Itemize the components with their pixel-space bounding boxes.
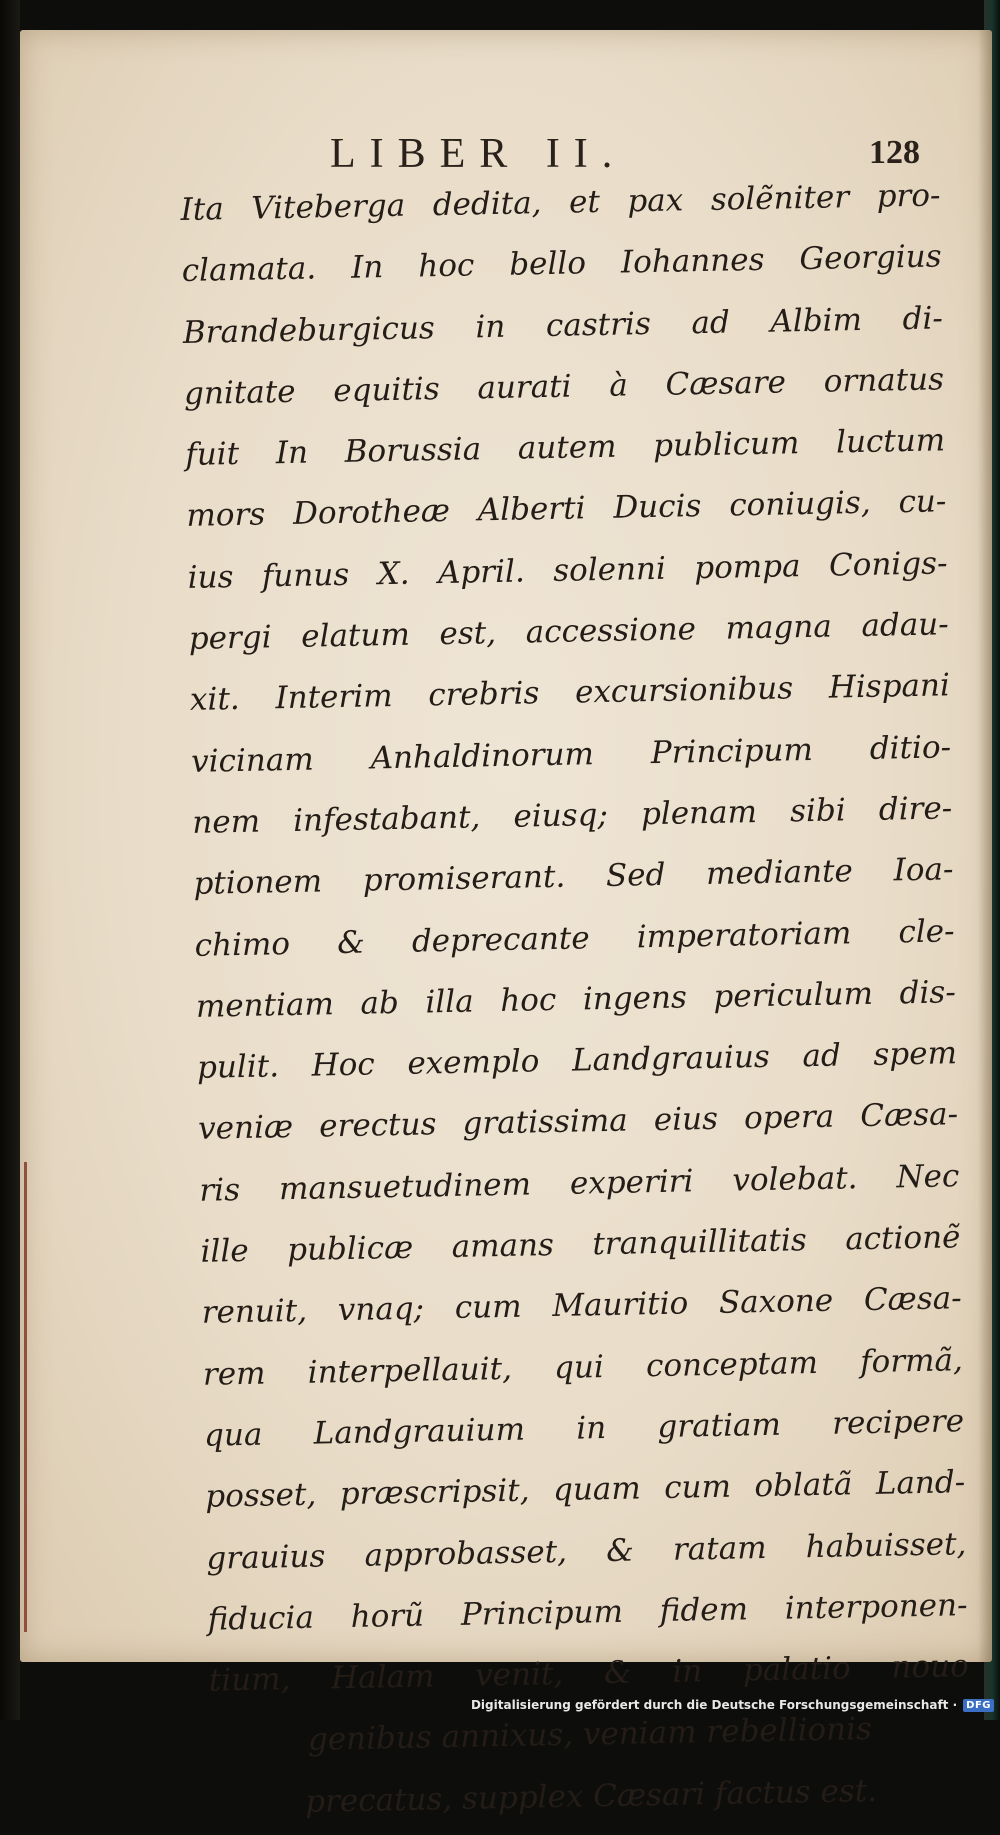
text-line: precatus, supplex Cæsari factus est. <box>304 1772 878 1820</box>
text-line: mentiam ab illa hoc ingens periculum dis- <box>195 974 957 1025</box>
text-line: rem interpellauit, qui conceptam formã, <box>202 1341 964 1393</box>
page-edge-shadow <box>978 30 992 1662</box>
text-line: veniæ erectus gratissima eius opera Cæsa- <box>197 1096 959 1148</box>
digitization-credit <box>471 1694 994 1716</box>
text-line: qua Landgrauium in gratiam recipere <box>203 1403 965 1454</box>
text-line: tium, Halam venit, & in palatio nouo <box>208 1648 970 1699</box>
text-line: Ita Viteberga dedita, et pax solẽniter pro- <box>180 177 941 228</box>
text-line: nem infestabant, eiusq; plenam sibi dire- <box>191 790 953 841</box>
text-line: gnitate equitis aurati à Cæsare ornatus <box>183 361 945 412</box>
page-number: 128 <box>869 134 920 171</box>
text-line: grauius approbasset, & ratam habuisset, <box>206 1525 967 1577</box>
text-line: renuit, vnaq; cum Mauritio Saxone Cæsa- <box>201 1280 962 1332</box>
text-line: mors Dorotheæ Alberti Ducis coniugis, cu- <box>186 483 947 535</box>
text-line: Brandeburgicus in castris ad Albim di- <box>182 299 944 351</box>
text-line: fiducia horũ Principum fidem interponen- <box>207 1586 968 1638</box>
dfg-logo: DFG <box>963 1699 994 1712</box>
red-page-edge <box>24 1162 27 1632</box>
text-line: fuit In Borussia autem publicum luctum <box>184 422 946 474</box>
credit-text: Digitalisierung gefördert durch die Deutsche Forschungsgemeinschaft · <box>470 1698 958 1712</box>
text-line: ius funus X. April. solenni pompa Conigs- <box>187 545 948 596</box>
text-line: clamata. In hoc bello Iohannes Georgius <box>181 238 942 290</box>
text-line: ille publicæ amans tranquillitatis actionẽ <box>200 1219 961 1270</box>
text-line: pergi elatum est, accessione magna adau- <box>188 606 950 657</box>
book-cover-left-edge <box>0 0 20 1720</box>
text-line: genibus annixus, veniam rebellionis <box>307 1711 873 1759</box>
text-line: ptionem promiserant. Sed mediante Ioa- <box>193 851 954 903</box>
text-line: vicinam Anhaldinorum Principum ditio- <box>190 728 952 780</box>
text-line: chimo & deprecante imperatoriam cle- <box>194 912 955 964</box>
text-line: ris mansuetudinem experiri volebat. Nec <box>199 1157 960 1209</box>
body-text <box>180 165 972 1834</box>
text-line: posset, præscripsit, quam cum oblatã Land- <box>204 1464 966 1515</box>
text-line: xit. Interim crebris excursionibus Hispani <box>189 667 951 719</box>
running-head-title: LIBER II. <box>330 131 627 177</box>
text-line: pulit. Hoc exemplo Landgrauius ad spem <box>196 1035 958 1086</box>
